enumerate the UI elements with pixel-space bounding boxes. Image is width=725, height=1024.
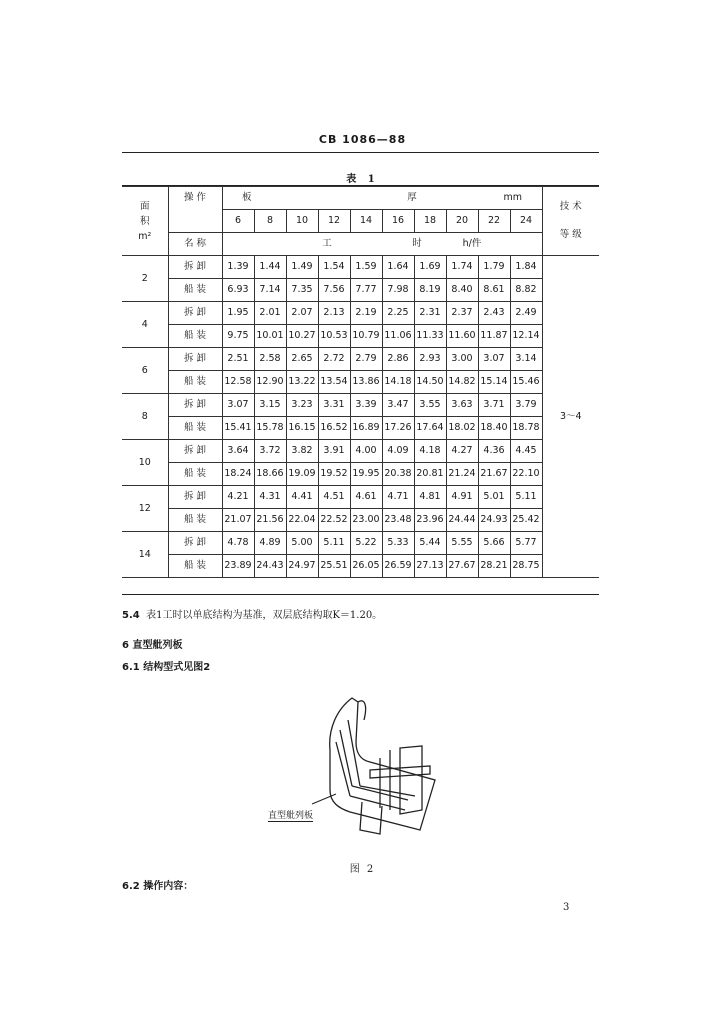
hours-value-cell: 4.36: [478, 440, 510, 463]
operation-cell: 船 装: [168, 417, 222, 440]
operation-cell: 拆 卸: [168, 440, 222, 463]
hours-value-cell: 1.95: [222, 302, 254, 325]
hours-value-cell: 7.98: [382, 279, 414, 302]
hours-value-cell: 5.11: [318, 532, 350, 555]
table-row: [122, 279, 599, 302]
hours-value-cell: 12.90: [254, 371, 286, 394]
hours-value-cell: 16.89: [350, 417, 382, 440]
hours-value-cell: 3.82: [286, 440, 318, 463]
hours-value-cell: 19.52: [318, 463, 350, 486]
hours-value-cell: 3.55: [414, 394, 446, 417]
hours-value-cell: 2.07: [286, 302, 318, 325]
hours-value-cell: 3.15: [254, 394, 286, 417]
hours-value-cell: 2.19: [350, 302, 382, 325]
page-number: 3: [563, 902, 570, 913]
hours-value-cell: 15.46: [510, 371, 542, 394]
hours-value-cell: 13.54: [318, 371, 350, 394]
hours-value-cell: 13.22: [286, 371, 318, 394]
table-row: [122, 532, 599, 555]
figure-caption: 图 2: [349, 864, 376, 875]
hours-value-cell: 7.77: [350, 279, 382, 302]
operation-cell: 拆 卸: [168, 348, 222, 371]
hours-value-cell: 3.39: [350, 394, 382, 417]
hours-value-cell: 12.14: [510, 325, 542, 348]
area-cell: 12: [122, 486, 168, 532]
standard-header: CB 1086—88: [318, 133, 407, 146]
table-row: [122, 509, 599, 532]
table-row: [122, 486, 599, 509]
hours-value-cell: 2.93: [414, 348, 446, 371]
hours-value-cell: 28.21: [478, 555, 510, 578]
operation-cell: 船 装: [168, 509, 222, 532]
hours-value-cell: 3.00: [446, 348, 478, 371]
hours-value-cell: 3.79: [510, 394, 542, 417]
table-row: [122, 394, 599, 417]
hours-value-cell: 16.15: [286, 417, 318, 440]
hours-value-cell: 2.72: [318, 348, 350, 371]
hours-value-cell: 4.00: [350, 440, 382, 463]
table-row: [122, 417, 599, 440]
note-5-4: 5.4 表1工时以单底结构为基准，双层底结构取K＝1.20。: [122, 610, 383, 621]
hours-value-cell: 16.52: [318, 417, 350, 440]
area-cell: 14: [122, 532, 168, 578]
hours-value-cell: 2.01: [254, 302, 286, 325]
table-row: [122, 302, 599, 325]
hours-value-cell: 3.71: [478, 394, 510, 417]
hours-value-cell: 21.67: [478, 463, 510, 486]
hours-value-cell: 18.24: [222, 463, 254, 486]
area-cell: 4: [122, 302, 168, 348]
hours-value-cell: 27.13: [414, 555, 446, 578]
hours-value-cell: 4.21: [222, 486, 254, 509]
hours-value-cell: 5.11: [510, 486, 542, 509]
hours-value-cell: 2.58: [254, 348, 286, 371]
area-cell: 10: [122, 440, 168, 486]
hours-value-cell: 8.61: [478, 279, 510, 302]
hours-value-cell: 20.81: [414, 463, 446, 486]
hours-value-cell: 18.66: [254, 463, 286, 486]
thickness-header-cell: 8: [254, 210, 286, 233]
hours-value-cell: 4.18: [414, 440, 446, 463]
hours-value-cell: 5.00: [286, 532, 318, 555]
hours-value-cell: 24.93: [478, 509, 510, 532]
hours-value-cell: 23.96: [414, 509, 446, 532]
hours-value-cell: 3.07: [478, 348, 510, 371]
hours-value-cell: 2.13: [318, 302, 350, 325]
hours-value-cell: 17.26: [382, 417, 414, 440]
hours-value-cell: 5.55: [446, 532, 478, 555]
hours-value-cell: 4.27: [446, 440, 478, 463]
table-row: [122, 440, 599, 463]
hours-value-cell: 4.81: [414, 486, 446, 509]
hours-value-cell: 14.50: [414, 371, 446, 394]
thickness-header-cell: 16: [382, 210, 414, 233]
hours-value-cell: 2.25: [382, 302, 414, 325]
hours-value-cell: 19.09: [286, 463, 318, 486]
hours-value-cell: 11.87: [478, 325, 510, 348]
hours-value-cell: 2.43: [478, 302, 510, 325]
hours-value-cell: 23.48: [382, 509, 414, 532]
hours-value-cell: 3.31: [318, 394, 350, 417]
hours-value-cell: 24.44: [446, 509, 478, 532]
thickness-header-cell: 18: [414, 210, 446, 233]
hours-value-cell: 1.59: [350, 256, 382, 279]
hours-value-cell: 22.52: [318, 509, 350, 532]
hours-value-cell: 21.24: [446, 463, 478, 486]
hours-value-cell: 8.19: [414, 279, 446, 302]
hours-value-cell: 10.27: [286, 325, 318, 348]
thickness-header-cell: 20: [446, 210, 478, 233]
hours-value-cell: 4.78: [222, 532, 254, 555]
thickness-header-cell: 10: [286, 210, 318, 233]
operation-cell: 船 装: [168, 325, 222, 348]
table-caption: 表 1: [346, 174, 379, 185]
hours-value-cell: 8.40: [446, 279, 478, 302]
hours-value-cell: 3.72: [254, 440, 286, 463]
work-hours-table: [122, 186, 599, 578]
hours-value-cell: 2.65: [286, 348, 318, 371]
table-row: [122, 463, 599, 486]
operation-header: 操 作: [168, 187, 222, 233]
hours-value-cell: 7.14: [254, 279, 286, 302]
table-bottom-rule: [122, 594, 599, 595]
hours-value-cell: 21.56: [254, 509, 286, 532]
hours-value-cell: 25.51: [318, 555, 350, 578]
hours-value-cell: 1.69: [414, 256, 446, 279]
hours-value-cell: 5.22: [350, 532, 382, 555]
hours-value-cell: 9.75: [222, 325, 254, 348]
grade-cell: 3～4: [542, 256, 599, 578]
hours-value-cell: 5.66: [478, 532, 510, 555]
operation-cell: 拆 卸: [168, 486, 222, 509]
hours-value-cell: 26.05: [350, 555, 382, 578]
hours-value-cell: 1.84: [510, 256, 542, 279]
hours-value-cell: 1.64: [382, 256, 414, 279]
hours-value-cell: 23.89: [222, 555, 254, 578]
hours-value-cell: 4.45: [510, 440, 542, 463]
hours-value-cell: 19.95: [350, 463, 382, 486]
hours-value-cell: 4.41: [286, 486, 318, 509]
hours-value-cell: 3.64: [222, 440, 254, 463]
thickness-header-cell: 24: [510, 210, 542, 233]
area-cell: 8: [122, 394, 168, 440]
area-cell: 6: [122, 348, 168, 394]
hours-value-cell: 18.78: [510, 417, 542, 440]
hours-value-cell: 6.93: [222, 279, 254, 302]
hours-value-cell: 10.53: [318, 325, 350, 348]
table-row: [122, 371, 599, 394]
hours-value-cell: 3.23: [286, 394, 318, 417]
header-rule: [122, 152, 599, 153]
hours-value-cell: 13.86: [350, 371, 382, 394]
hours-value-cell: 5.44: [414, 532, 446, 555]
hours-value-cell: 22.04: [286, 509, 318, 532]
hours-value-cell: 3.63: [446, 394, 478, 417]
hours-value-cell: 22.10: [510, 463, 542, 486]
hours-value-cell: 11.60: [446, 325, 478, 348]
hours-value-cell: 1.49: [286, 256, 318, 279]
hours-value-cell: 15.14: [478, 371, 510, 394]
grade-header: 技 术 等 级: [542, 187, 599, 256]
hours-value-cell: 14.18: [382, 371, 414, 394]
hours-value-cell: 25.42: [510, 509, 542, 532]
table-row: [122, 325, 599, 348]
area-cell: 2: [122, 256, 168, 302]
section-6-1-heading: 6.1 结构型式见图2: [122, 662, 211, 673]
hours-value-cell: 20.38: [382, 463, 414, 486]
hours-value-cell: 1.54: [318, 256, 350, 279]
hours-value-cell: 3.47: [382, 394, 414, 417]
hours-header: 工 时 h/件: [222, 233, 542, 256]
section-6-2-heading: 6.2 操作内容：: [122, 881, 194, 892]
operation-cell: 拆 卸: [168, 302, 222, 325]
thickness-header-cell: 22: [478, 210, 510, 233]
hours-value-cell: 11.33: [414, 325, 446, 348]
hours-value-cell: 21.07: [222, 509, 254, 532]
hours-value-cell: 7.35: [286, 279, 318, 302]
hours-value-cell: 2.79: [350, 348, 382, 371]
hours-value-cell: 3.91: [318, 440, 350, 463]
operation-name-header: 名 称: [168, 233, 222, 256]
operation-cell: 拆 卸: [168, 394, 222, 417]
table-row: [122, 348, 599, 371]
hours-value-cell: 24.43: [254, 555, 286, 578]
table-row: [122, 555, 599, 578]
hours-value-cell: 14.82: [446, 371, 478, 394]
hours-value-cell: 5.77: [510, 532, 542, 555]
hours-value-cell: 4.91: [446, 486, 478, 509]
hours-value-cell: 4.71: [382, 486, 414, 509]
hours-value-cell: 8.82: [510, 279, 542, 302]
hours-value-cell: 12.58: [222, 371, 254, 394]
hours-value-cell: 1.74: [446, 256, 478, 279]
hours-value-cell: 4.31: [254, 486, 286, 509]
hours-value-cell: 1.79: [478, 256, 510, 279]
plate-thickness-header: 板 厚 mm: [222, 187, 542, 210]
hours-value-cell: 15.78: [254, 417, 286, 440]
hours-value-cell: 3.07: [222, 394, 254, 417]
hours-value-cell: 4.09: [382, 440, 414, 463]
thickness-header-cell: 12: [318, 210, 350, 233]
hours-value-cell: 4.61: [350, 486, 382, 509]
hours-value-cell: 28.75: [510, 555, 542, 578]
operation-cell: 船 装: [168, 371, 222, 394]
hours-value-cell: 1.44: [254, 256, 286, 279]
hours-value-cell: 18.40: [478, 417, 510, 440]
operation-cell: 船 装: [168, 555, 222, 578]
hours-value-cell: 10.01: [254, 325, 286, 348]
hours-value-cell: 18.02: [446, 417, 478, 440]
hours-value-cell: 3.14: [510, 348, 542, 371]
hours-value-cell: 1.39: [222, 256, 254, 279]
hours-value-cell: 27.67: [446, 555, 478, 578]
area-header: 面 积 m²: [122, 187, 168, 256]
hours-value-cell: 4.89: [254, 532, 286, 555]
hours-value-cell: 4.51: [318, 486, 350, 509]
operation-cell: 船 装: [168, 279, 222, 302]
hours-value-cell: 2.49: [510, 302, 542, 325]
figure-label: 直型舭列板: [268, 808, 313, 822]
hours-value-cell: 7.56: [318, 279, 350, 302]
hours-value-cell: 5.01: [478, 486, 510, 509]
thickness-header-cell: 14: [350, 210, 382, 233]
hours-value-cell: 17.64: [414, 417, 446, 440]
hours-value-cell: 2.51: [222, 348, 254, 371]
hours-value-cell: 10.79: [350, 325, 382, 348]
hours-value-cell: 24.97: [286, 555, 318, 578]
hours-value-cell: 5.33: [382, 532, 414, 555]
hours-value-cell: 26.59: [382, 555, 414, 578]
hours-value-cell: 15.41: [222, 417, 254, 440]
hours-value-cell: 2.31: [414, 302, 446, 325]
table-row: [122, 256, 599, 279]
hours-value-cell: 2.86: [382, 348, 414, 371]
thickness-header-cell: 6: [222, 210, 254, 233]
operation-cell: 船 装: [168, 463, 222, 486]
operation-cell: 拆 卸: [168, 532, 222, 555]
operation-cell: 拆 卸: [168, 256, 222, 279]
section-6-heading: 6 直型舭列板: [122, 640, 183, 651]
hours-value-cell: 2.37: [446, 302, 478, 325]
hours-value-cell: 23.00: [350, 509, 382, 532]
hours-value-cell: 11.06: [382, 325, 414, 348]
